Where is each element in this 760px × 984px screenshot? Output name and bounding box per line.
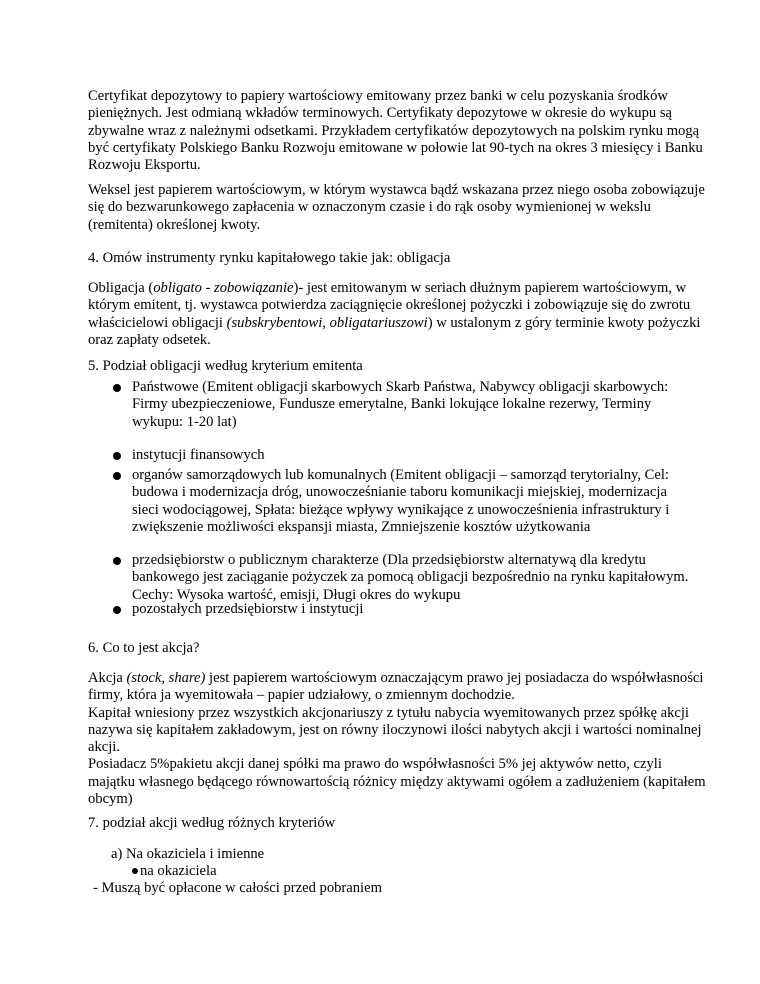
text-line: pozostałych przedsiębiorstw i instytucji — [132, 601, 364, 617]
text-line — [88, 670, 704, 687]
text-line: a) Na okaziciela i imienne — [111, 846, 265, 862]
text-line: Posiadacz 5%pakietu akcji danej spółki ma prawo do współwłasności 5% jej aktywów netto, czyli — [88, 756, 662, 773]
list-item — [132, 552, 689, 604]
bullet-icon — [113, 452, 121, 460]
text-line: Weksel jest papierem wartościowym, w którym wystawca bądź wskazana przez niego osoba zobowiązuje — [88, 182, 705, 198]
text-line: bankowego jest zaciąganie pożyczek za pomocą obligacji bezpośrednio na rynku kapitałowym. — [132, 569, 689, 586]
text-line: - Muszą być opłacone w całości przed pobraniem — [93, 880, 382, 896]
text-line: Certyfikat depozytowy to papiery wartościowy emitowany przez banki w celu pozyskania środków — [88, 88, 668, 104]
heading-text: 4. Omów instrumenty rynku kapitałowego takie jak: obligacja — [88, 250, 451, 266]
text-line: na okaziciela — [140, 863, 217, 879]
text-line: którym emitent, tj. wystawca potwierdza zaciągnięcie określonej pożyczki i zobowiązuje się do zwrotu — [88, 297, 691, 314]
heading-text: 5. Podział obligacji według kryterium emitenta — [88, 358, 363, 374]
text-line: Rozwoju Eksportu. — [88, 157, 201, 174]
text-line: majątku własnego będącego równowartością różnicy między aktywami ogółem a zadłużeniem (kapitałem — [88, 773, 706, 790]
heading-5 — [88, 358, 678, 375]
italic-term: obligato - zobowiązanie — [153, 280, 294, 296]
text-line: przedsiębiorstw o publicznym charakterze (Dla przedsiębiorstw alternatywą dla kredytu — [132, 552, 646, 568]
text-line: się do bezwarunkowego zapłacenia w oznaczonym czasie i do rąk osoby wymienionej w wekslu — [88, 199, 651, 216]
bullet-icon — [113, 384, 121, 392]
list-item — [132, 379, 672, 431]
bullet-icon — [113, 557, 121, 565]
text-line: pieniężnych. Jest odmianą wkładów terminowych. Certyfikaty depozytowe w okresie do wykupu są — [88, 105, 673, 122]
text-line: (remitenta) określonej kwoty. — [88, 216, 261, 233]
text-line: instytucji finansowych — [132, 447, 265, 463]
text-run: ) w ustalonym z góry terminie kwoty pożyczki — [427, 314, 701, 331]
text-line: być certyfikaty Polskiego Banku Rozwoju emitowane w połowie lat 90-tych na okres 3 miesięcy i Banku — [88, 139, 703, 156]
text-line: sieci wodociągowej, Spłata: bieżące wpływy wynikające z unowocześnienia infrastruktury i — [132, 501, 670, 518]
text-line: firmy, która ja wyemitowała – papier udziałowy, o zmiennym dochodzie. — [88, 687, 515, 704]
text-line: nazywa się kapitałem zakładowym, jest on równy iloczynowi ilości nabytych akcji i wartości nominalnej — [88, 721, 702, 738]
list-item — [132, 447, 672, 464]
heading-text: 6. Co to jest akcja? — [88, 640, 200, 656]
text-line: zwiększenie możliwości ekspansji miasta, Zmniejszenie kosztów użytkowania — [132, 518, 591, 535]
bullet-icon — [113, 472, 121, 480]
italic-term: (stock, share) — [126, 670, 206, 686]
text-line: wykupu: 1-20 lat) — [132, 413, 237, 430]
text-line: Państwowe (Emitent obligacji skarbowych Skarb Państwa, Nabywcy obligacji skarbowych: — [132, 379, 669, 395]
text-line: obcym) — [88, 791, 133, 808]
list-item — [132, 601, 672, 618]
note-line — [93, 880, 683, 897]
text-run: właścicielowi obligacji — [88, 314, 227, 331]
paragraph-weksel — [88, 182, 705, 234]
paragraph-akcja — [88, 670, 706, 808]
text-run: jest papierem wartościowym oznaczającym prawo jej posiadacza do współwłasności — [205, 670, 704, 686]
sub-list-item — [140, 863, 660, 880]
sub-list-item-a — [111, 846, 701, 863]
text-line: Kapitał wniesiony przez wszystkich akcjonariuszy z tytułu nabycia wyemitowanych przez spółkę akcji — [88, 704, 689, 721]
text-line: zbywalne wraz z należnymi odsetkami. Przykładem certyfikatów depozytowych na polskim rynku mogą — [88, 122, 700, 139]
text-run: Obligacja ( — [88, 280, 154, 296]
text-line — [88, 314, 701, 332]
italic-term: (subskrybentowi, obligatariuszowi — [226, 314, 428, 331]
bullet-icon — [132, 868, 138, 874]
text-line: oraz zapłaty odsetek. — [88, 331, 211, 348]
heading-6 — [88, 640, 678, 657]
bullet-icon — [113, 606, 121, 614]
list-item — [132, 467, 672, 536]
text-line: Cechy: Wysoka wartość, emisji, Długi okres do wykupu — [132, 586, 461, 603]
paragraph-certyfikat — [88, 88, 703, 174]
text-run: Akcja — [88, 670, 127, 686]
text-run: )- jest emitowanym w seriach dłużnym papierem wartościowym, w — [293, 280, 687, 296]
heading-7 — [88, 815, 678, 832]
paragraph-obligacja — [88, 280, 701, 349]
heading-text: 7. podział akcji według różnych kryteriów — [88, 815, 336, 831]
text-line: budowa i modernizacja dróg, unowocześnianie taboru komunikacji miejskiej, modernizacja — [132, 484, 667, 501]
text-line: akcji. — [88, 739, 121, 756]
heading-4 — [88, 250, 678, 267]
text-line: Firmy ubezpieczeniowe, Fundusze emerytalne, Banki lokujące lokalne rezerwy, Terminy — [132, 396, 652, 413]
text-line: organów samorządowych lub komunalnych (Emitent obligacji – samorząd terytorialny, Cel: — [132, 467, 669, 483]
text-line — [88, 280, 687, 297]
